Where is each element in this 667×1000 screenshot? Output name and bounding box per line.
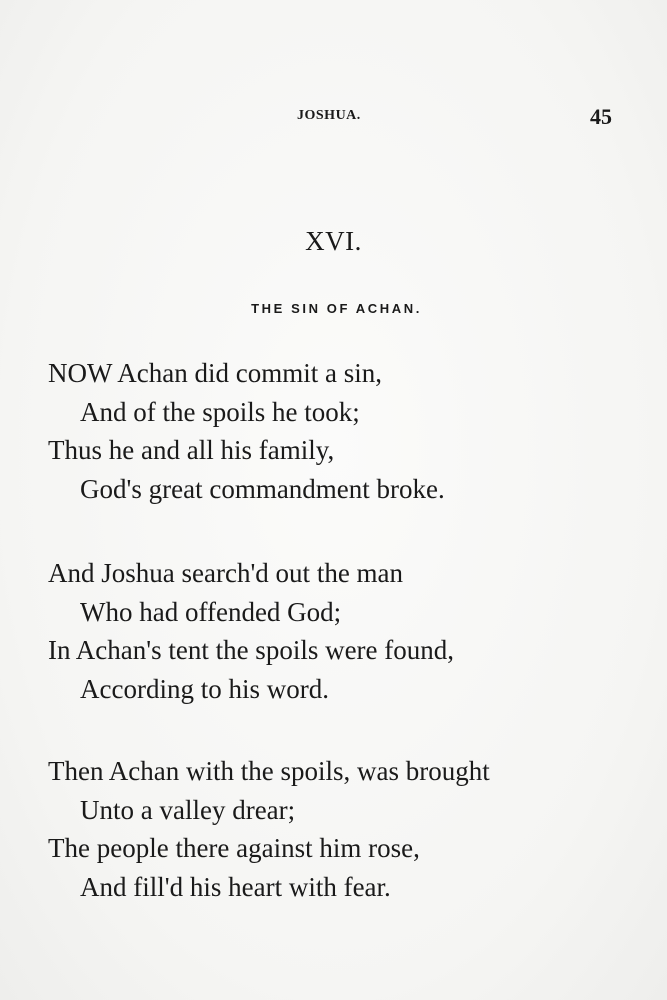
poem-line: According to his word. bbox=[80, 673, 329, 704]
poem-line: Unto a valley drear; bbox=[80, 794, 296, 825]
poem-line: In Achan's tent the spoils were found, bbox=[48, 635, 455, 665]
chapter-title: THE SIN OF ACHAN. bbox=[251, 301, 422, 316]
poem-line: NOW Achan did commit a sin, bbox=[48, 358, 382, 388]
poem-line: And fill'd his heart with fear. bbox=[80, 871, 391, 902]
poem-line: And Joshua search'd out the man bbox=[48, 558, 404, 588]
stanza-3 bbox=[48, 752, 490, 906]
poem-line: And of the spoils he took; bbox=[80, 396, 360, 427]
chapter-number: XVI. bbox=[305, 226, 362, 256]
running-head bbox=[0, 104, 667, 128]
running-title: JOSHUA. bbox=[297, 108, 361, 123]
poem-line: Thus he and all his family, bbox=[48, 435, 335, 465]
poem-line: The people there against him rose, bbox=[48, 833, 420, 863]
poem-line: God's great commandment broke. bbox=[80, 473, 445, 504]
poem-line: Then Achan with the spoils, was brought bbox=[48, 756, 490, 786]
stanza-2 bbox=[48, 554, 454, 708]
poem-line: Who had offended God; bbox=[80, 596, 342, 627]
stanza-1 bbox=[48, 354, 445, 508]
page-number: 45 bbox=[590, 104, 612, 129]
